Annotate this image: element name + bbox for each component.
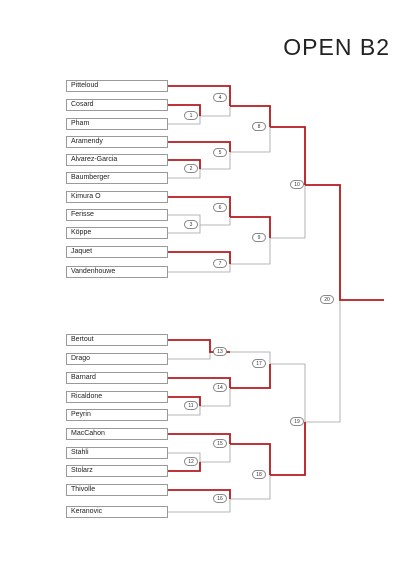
player-box: Pitteloud (66, 80, 168, 92)
match-number-badge: 6 (213, 203, 227, 212)
player-box: Barnard (66, 372, 168, 384)
match-number-badge: 13 (213, 347, 227, 356)
match-number-badge: 20 (320, 295, 334, 304)
match-number-badge: 2 (184, 164, 198, 173)
bracket-title: OPEN B2 (283, 34, 390, 60)
match-number-badge: 4 (213, 93, 227, 102)
player-box: Ferisse (66, 209, 168, 221)
player-box: Kimura O (66, 191, 168, 203)
player-box: Jaquet (66, 246, 168, 258)
player-box: Vandenhouwe (66, 266, 168, 278)
player-box: Pham (66, 118, 168, 130)
match-number-badge: 9 (252, 233, 266, 242)
match-number-badge: 11 (184, 401, 198, 410)
player-box: Thivolle (66, 484, 168, 496)
match-number-badge: 10 (290, 180, 304, 189)
player-box: Peyrin (66, 409, 168, 421)
player-box: Bertout (66, 334, 168, 346)
player-box: Stahli (66, 447, 168, 459)
match-number-badge: 1 (184, 111, 198, 120)
match-number-badge: 7 (213, 259, 227, 268)
player-box: Baumberger (66, 172, 168, 184)
player-box: Drago (66, 353, 168, 365)
player-box: Stolarz (66, 465, 168, 477)
match-number-badge: 19 (290, 417, 304, 426)
player-box: Köppe (66, 227, 168, 239)
player-box: MacCahon (66, 428, 168, 440)
match-number-badge: 17 (252, 359, 266, 368)
player-box: Aramendy (66, 136, 168, 148)
match-number-badge: 14 (213, 383, 227, 392)
match-number-badge: 3 (184, 220, 198, 229)
player-box: Cosard (66, 99, 168, 111)
match-number-badge: 5 (213, 148, 227, 157)
match-number-badge: 12 (184, 457, 198, 466)
match-number-badge: 15 (213, 439, 227, 448)
match-number-badge: 16 (213, 494, 227, 503)
player-box: Ricaldone (66, 391, 168, 403)
match-number-badge: 8 (252, 122, 266, 131)
player-box: Keranovic (66, 506, 168, 518)
match-number-badge: 18 (252, 470, 266, 479)
player-box: Alvarez-Garcia (66, 154, 168, 166)
